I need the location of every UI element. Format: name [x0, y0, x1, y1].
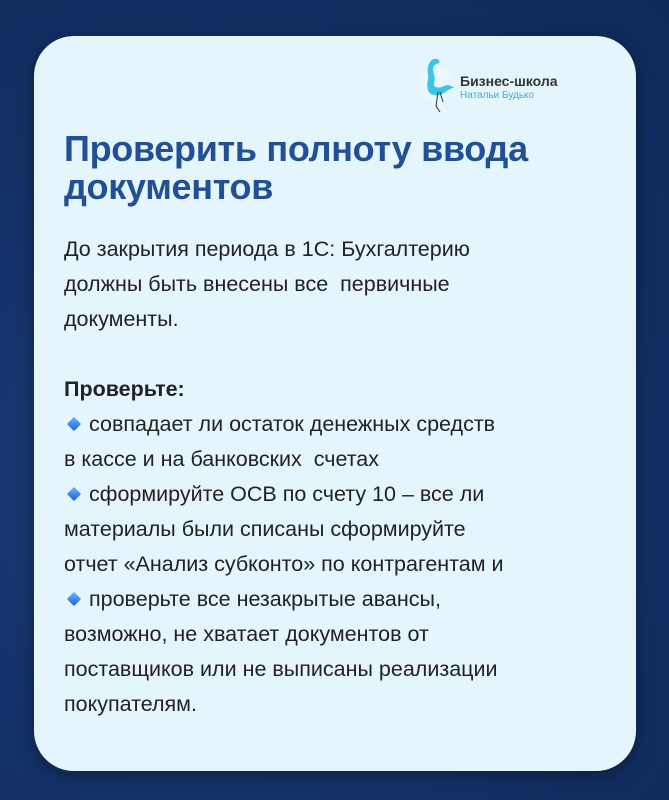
bullet-text: проверьте все незакрытые авансы, — [89, 587, 441, 611]
logo-subtitle: Натальи Будько — [460, 89, 535, 101]
diamond-bullet-icon — [67, 592, 81, 606]
check-heading: Проверьте: — [64, 377, 185, 401]
logo-title: Бизнес-школа — [460, 72, 558, 89]
page-title: Проверить полноту ввода документов — [64, 128, 528, 207]
bullet-item — [64, 407, 624, 442]
bullet-text: материалы были списаны сформируйте — [64, 517, 466, 541]
bullet-text: поставщиков или не выписаны реализации — [64, 657, 498, 681]
bullet-text: совпадает ли остаток денежных средств — [89, 412, 496, 436]
intro-line: До закрытия периода в 1С: Бухгалтерию — [64, 237, 470, 261]
bullet-text: в кассе и на банковских счетах — [64, 447, 380, 471]
bullet-text: покупателям. — [64, 692, 197, 716]
bullet-text: сформируйте ОСВ по счету 10 – все ли — [89, 482, 485, 506]
diamond-bullet-icon — [67, 417, 81, 431]
bullet-text: отчет «Анализ субконто» по контрагентам и — [64, 552, 504, 576]
bullet-item — [64, 477, 624, 512]
diamond-bullet-icon — [67, 487, 81, 501]
intro-line: должны быть внесены все первичные — [64, 272, 450, 296]
flamingo-icon — [418, 56, 456, 118]
intro-line: документы. — [64, 307, 179, 331]
bullet-item — [64, 582, 624, 617]
logo — [418, 56, 558, 118]
body-text — [64, 232, 624, 722]
bullet-text: возможно, не хватает документов от — [64, 622, 429, 646]
